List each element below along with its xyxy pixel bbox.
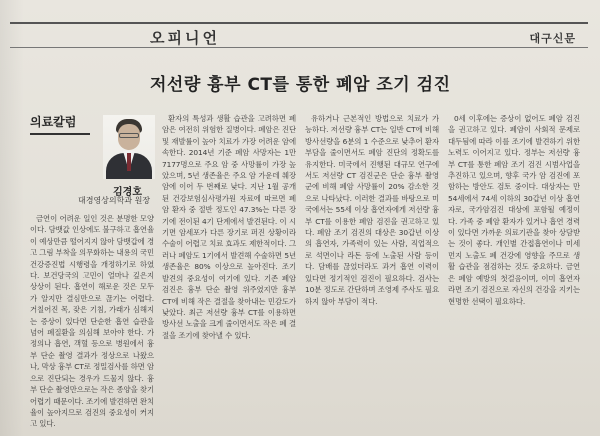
column-2-text: 환자의 특성과 생활 습관을 고려하면 폐암은 여전히 위험한 질병이다. 폐암은 진단 및 재발률이 높아 치료가 가장 어려운 암에 속한다. 2014년 기준 폐암 사망자는 1만7177명으로 주요 암 중 사망률이 가장 높았으며, 5년 생존율은 주요 암 가운데 췌장암에 이어 두 번째로 낮다. 지난 1월 공개된 건강보험심사평가원 자료에 따르면 폐암 환자 중 절반 정도인 47.3%는 다른 장기에 전이된 4기 단계에서 발견된다. 이 시기면 암세포가 다른 장기로 퍼진 상황이라 수술이 어렵고 치료 효과도 제한적이다. 그러나 폐암도 1기에서 발견해 수술하면 5년 생존율은 80% 이상으로 높아진다. 조기 발견의 중요성이 여기에 있다. 기존 폐암 검진은 흉부 단순 촬영 위주였지만 흉부 CT에 비해 작은 결절을 찾아내는 민감도가 낮았다. 최근 저선량 흉부 CT를 이용하면 방사선 노출을 크게 줄이면서도 작은 폐 결절을 조기에 찾아낼 수 있다. (162, 114, 296, 340)
author-name: 김경호 (113, 187, 142, 198)
column-4-text: 0세 이후에는 증상이 없어도 폐암 검진을 권고하고 있다. 폐암이 사회적 문제로 대두됨에 따라 이를 조기에 발견하기 위한 노력도 이어지고 있다. 정부는 저선량 흉부 CT를 통한 폐암 조기 검진 시범사업을 추진하고 있으며, 향후 국가 암 검진에 포함하는 방안도 검토 중이다. 대상자는 만 54세에서 74세 이하의 30갑년 이상 흡연자로, 국가암검진 대상에 포함될 예정이다. 가족 중 폐암 환자가 있거나 흡연 경력이 있다면 가까운 의료기관을 찾아 상담받는 것이 좋다. 개인별 간접흡연이나 미세먼지 노출도 폐 건강에 영향을 주므로 생활 습관을 점검하는 것도 중요하다. 금연은 폐암 예방의 첫걸음이며, 이미 흡연자라면 조기 검진으로 자신의 건강을 지키는 현명한 선택이 필요하다. (448, 114, 580, 306)
photo-tie (127, 153, 131, 171)
column-3-text: 유하거나 근본적인 방법으로 치료가 가능하다. 저선량 흉부 CT는 일반 CT에 비해 방사선량을 6분의 1 수준으로 낮추어 환자 부담을 줄이면서도 폐암 진단의 정확도를 유지한다. 미국에서 진행된 대규모 연구에서도 저선량 CT 검진군은 단순 흉부 촬영군에 비해 폐암 사망률이 20% 감소한 것으로 나타났다. 이러한 결과를 바탕으로 미국에서는 55세 이상 흡연자에게 저선량 흉부 CT를 이용한 폐암 검진을 권고하고 있다. 폐암 조기 검진의 대상은 30갑년 이상의 흡연자, 가족력이 있는 사람, 직업적으로 석면이나 라돈 등에 노출된 사람 등이다. 담배를 끊었더라도 과거 흡연 이력이 있다면 정기적인 검진이 필요하다. 검사는 10분 정도로 간단하며 조영제 주사도 필요하지 않아 부담이 적다. (305, 114, 439, 306)
page-fold-shadow (0, 0, 24, 436)
article-column-4 (448, 113, 580, 436)
article-column-3 (305, 113, 439, 436)
photo-glasses (119, 133, 139, 138)
section-header (10, 22, 588, 48)
article-headline: 저선량 흉부 CT를 통한 폐암 조기 검진 (150, 75, 451, 95)
article-column-2 (162, 113, 296, 436)
column-1-text: 금연이 어려운 일인 것은 분명한 모양이다. 담뱃값 인상에도 불구하고 흡연율이 예상만큼 떨어지지 않아 담뱃갑에 경고 그림 부착을 의무화하는 내용의 국민건강증진법 시행령을 개정하기로 하였다. 보건당국의 고민이 얼마나 깊은지 상상이 된다. 흡연이 해로운 것은 모두가 알지만 결심만으로 끊기는 어렵다. 거칠어진 목, 잦은 기침, 가래가 심해지는 증상이 있다면 단순한 흡연 습관을 넘어 폐질환을 의심해 보아야 한다. 가정의나 흡연, 객혈 등으로 병원에서 흉부 단순 촬영 결과가 정상으로 나왔으나, 막상 흉부 CT로 정밀검사를 하면 암으로 진단되는 경우가 드물지 않다. 흉부 단순 촬영만으로는 작은 종양을 찾기 어렵기 때문이다. 조기에 발견하면 완치율이 높아지므로 검진의 중요성이 커지고 있다. (30, 214, 154, 429)
article-column-1 (30, 213, 154, 436)
paper-name: 대구신문 (529, 32, 576, 45)
author-title: 대경영상의학과 원장 (78, 196, 151, 205)
author-photo (103, 115, 155, 179)
section-label: 오피니언 (150, 29, 220, 47)
column-tag: 의료칼럼 (30, 113, 90, 135)
